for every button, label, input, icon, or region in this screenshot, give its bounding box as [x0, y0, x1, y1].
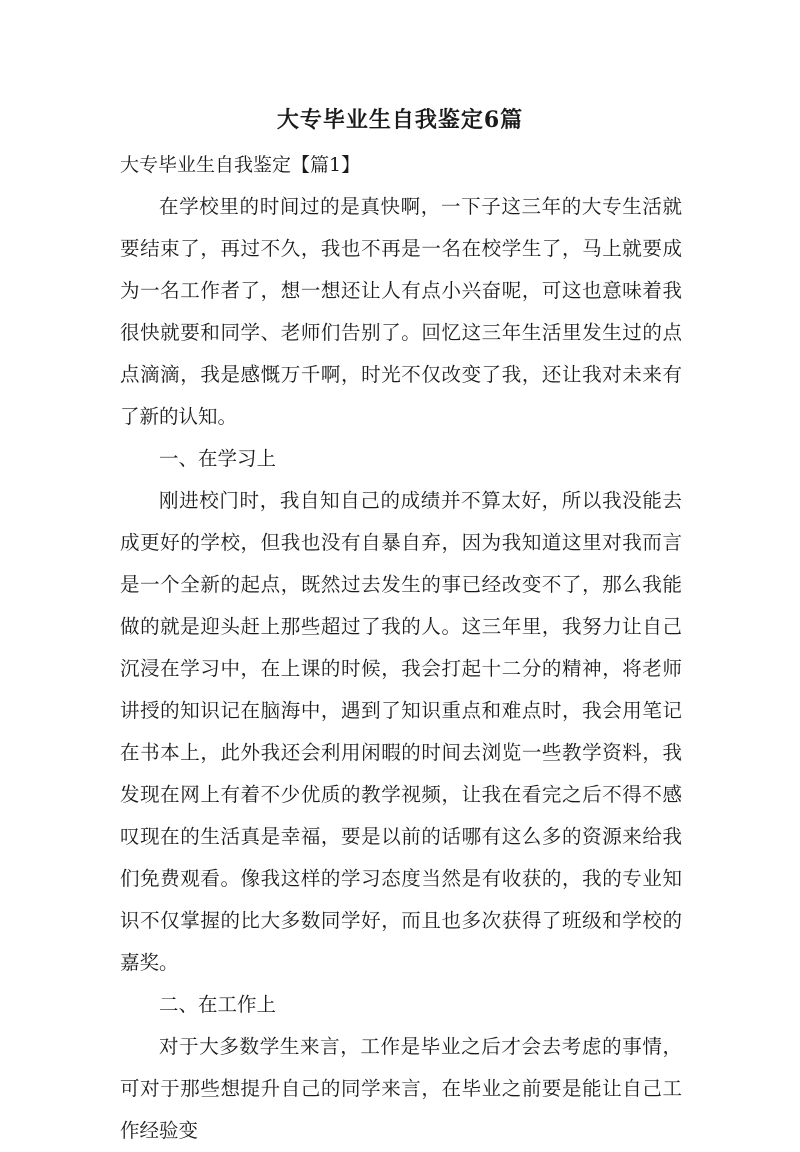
heading-work: 二、在工作上 — [159, 993, 277, 1016]
document-body — [120, 186, 682, 1152]
paragraph-intro: 在学校里的时间过的是真快啊，一下子这三年的大专生活就要结束了，再过不久，我也不再是一名在校学生了，马上就要成为一名工作者了，想一想还让人有点小兴奋呢，可这也意味着我很快就要和同学、老师们告别了。回忆这三年生活里发生过的点点滴滴，我是感慨万千啊，时光不仅改变了我，还让我对未来有了新的认知。 — [120, 195, 682, 428]
paragraph-work: 对于大多数学生来言，工作是毕业之后才会去考虑的事情，可对于那些想提升自己的同学来言，在毕业之前要是能让自己工作经验变 — [120, 1035, 682, 1142]
document-title: 大专毕业生自我鉴定6篇 — [276, 107, 524, 133]
paragraph-study: 刚进校门时，我自知自己的成绩并不算太好，所以我没能去成更好的学校，但我也没有自暴自弃，因为我知道这里对我而言是一个全新的起点，既然过去发生的事已经改变不了，那么我能做的就是迎头赶上那些超过了我的人。这三年里，我努力让自己沉浸在学习中，在上课的时候，我会打起十二分的精神，将老师讲授的知识记在脑海中，遇到了知识重点和难点时，我会用笔记在书本上，此外我还会利用闲暇的时间去浏览一些教学资料，我发现在网上有着不少优质的教学视频，让我在看完之后不得不感叹现在的生活真是幸福，要是以前的话哪有这么多的资源来给我们免费观看。像我这样的学习态度当然是有收获的，我的专业知识不仅掌握的比大多数同学好，而且也多次获得了班级和学校的嘉奖。 — [120, 489, 682, 974]
heading-study: 一、在学习上 — [159, 447, 277, 470]
section-label: 大专毕业生自我鉴定【篇1】 — [120, 154, 361, 176]
